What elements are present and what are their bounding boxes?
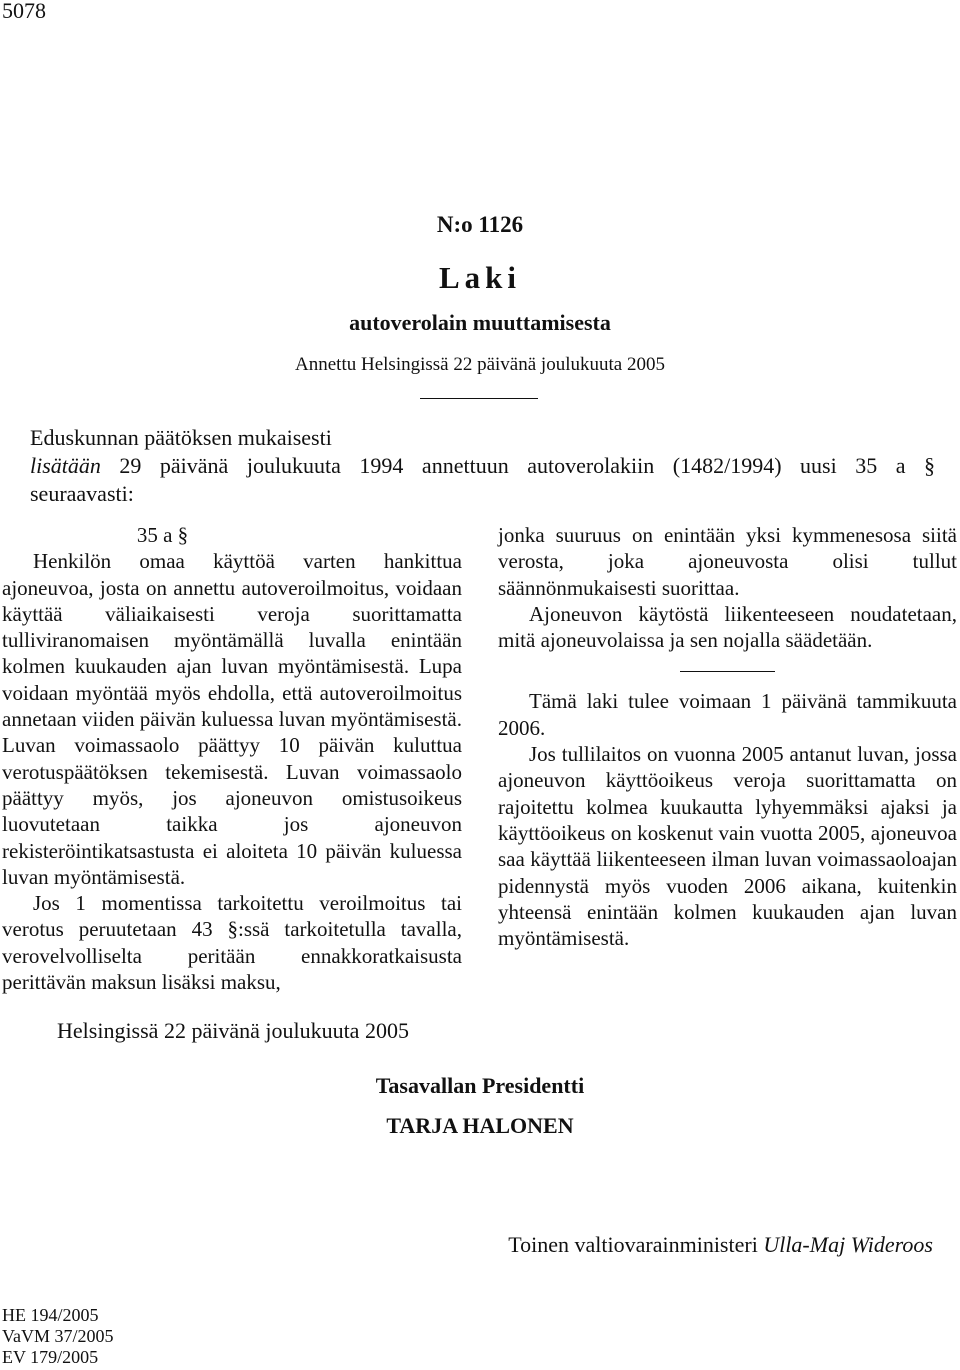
reference-ev: EV 179/2005 <box>2 1347 99 1367</box>
left-column <box>2 522 462 995</box>
minister-name: Ulla-Maj Wideroos <box>763 1232 933 1257</box>
president-name: TARJA HALONEN <box>386 1113 574 1138</box>
page-number: 5078 <box>2 0 46 23</box>
transitional-provision-paragraph: Jos tullilaitos on vuonna 2005 antanut luvan, jossa ajoneuvon käyttöoikeus veroja suorittamatta on rajoitettu kolmea kuukautta lyhyemmäksi ajaksi ja käyttöoikeus on koskenut vain vuotta 2005, ajoneuvoa saa käyttää liikenteeseen ilman luvan voimassaoloajan pidennystä myös vuoden 2006 aikana, kuitenkin yhteensä enintään kolmen kuukauden ajan luvan myöntämisestä. <box>498 742 957 951</box>
reference-he: HE 194/2005 <box>2 1305 99 1325</box>
entry-into-force-paragraph: Tämä laki tulee voimaan 1 päivänä tammikuuta 2006. <box>498 689 957 740</box>
enacting-clause-line1: Eduskunnan päätöksen mukaisesti <box>30 425 332 450</box>
section-divider <box>680 671 775 672</box>
section-heading: 35 a § <box>136 523 189 547</box>
enacting-action: lisätään <box>30 453 101 478</box>
law-type-heading: Laki <box>438 260 522 295</box>
minister-title: Toinen valtiovarainministeri <box>508 1232 758 1257</box>
enacting-clause <box>30 424 935 508</box>
title-divider <box>420 398 538 399</box>
law-subject: autoverolain muuttamisesta <box>349 310 611 335</box>
reference-vavm: VaVM 37/2005 <box>2 1326 114 1346</box>
section-paragraph-2-end: jonka suuruus on enintään yksi kymmenesosa siitä verosta, joka ajoneuvosta olisi tullut säännönmukaisesti suorittaa. <box>498 523 957 600</box>
minister-signature <box>508 1232 933 1258</box>
legislative-references <box>2 1305 114 1368</box>
law-number: N:o 1126 <box>436 212 524 237</box>
signing-place-date: Helsingissä 22 päivänä joulukuuta 2005 <box>57 1018 409 1043</box>
enacting-clause-rest: 29 päivänä joulukuuta 1994 annettuun autoverolakiin (1482/1994) uusi 35 a § <box>100 453 935 478</box>
president-title: Tasavallan Presidentti <box>375 1073 585 1098</box>
section-paragraph-1: Henkilön omaa käyttöä varten hankittua ajoneuvoa, josta on annettu autoveroilmoitus, voidaan käyttää väliaikaisesti veroja suorittamatta tulliviranomaisen myöntämällä luvalla enintään kolmen kuukauden ajan luvan myöntämisestä. Lupa voidaan myöntää myös ehdolla, että autoveroilmoitus annetaan viiden päivän kuluessa luvan myöntämisestä. Luvan voimassaolo päättyy 10 päivän kuluttua verotuspäätöksen tekemisestä. Luvan voimassaolo päättyy myös, jos ajoneuvon omistusoikeus luovutetaan taikka jos ajoneuvon rekisteröintikatsastusta ei aloiteta 10 päivän kuluessa luvan myöntämisestä. <box>2 549 462 889</box>
section-paragraph-2-start: Jos 1 momentissa tarkoitettu veroilmoitus tai verotus peruutetaan 43 §:ssä tarkoitetulla tavalla, verovelvolliselta peritään ennakkoratkaisusta perittävän maksun lisäksi maksu, <box>2 891 462 995</box>
right-column <box>498 522 957 951</box>
section-paragraph-3: Ajoneuvon käytöstä liikenteeseen noudatetaan, mitä ajoneuvolaissa ja sen nojalla säädetään. <box>498 601 957 653</box>
enacting-clause-line2 <box>30 452 935 480</box>
law-issued-date: Annettu Helsingissä 22 päivänä joulukuuta 2005 <box>295 354 665 375</box>
enacting-clause-line3: seuraavasti: <box>30 481 134 506</box>
